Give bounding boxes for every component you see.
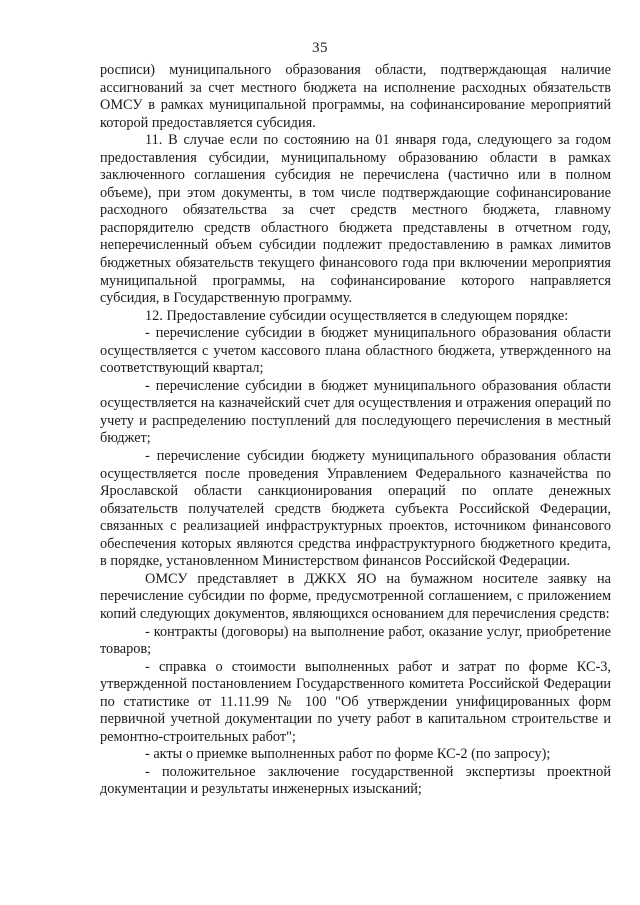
- paragraph-11: 11. В случае если по состоянию на 01 января года, следующего за годом предоставления субсидии, муниципальному образованию области в рамках заключенного соглашения субсидия не перечислена (частично или в полном объеме), при этом документы, в том числе подтверждающие софинансирование расходного обязательства за счет средств местного бюджета, главному распорядителю средств областного бюджета представлены в отчетном году, неперечисленный объем субсидии подлежит предоставлению в рамках лимитов бюджетных обязательств текущего финансового года при включении мероприятия муниципальной программы, на софинансирование которого направляется субсидия, в Государственную программу.: [100, 132, 611, 307]
- list-item-treasury-account: - перечисление субсидии в бюджет муниципального образования области осуществляется на казначейский счет для осуществления и отражения операций по учету и распределению поступлений для последующего перечисления в местный бюджет;: [100, 377, 611, 447]
- list-item-expertise: - положительное заключение государственной экспертизы проектной документации и результаты инженерных изысканий;: [100, 763, 611, 798]
- list-item-ks3: - справка о стоимости выполненных работ и затрат по форме КС-3, утвержденной постановлением Государственного комитета Российской Федерации по статистике от 11.11.99 № 100 "Об утверждении унифицированных форм первичной учетной документации по учету работ в капитальном строительстве и ремонтно-строительных работ";: [100, 658, 611, 745]
- paragraph-omsu-request: ОМСУ представляет в ДЖКХ ЯО на бумажном носителе заявку на перечисление субсидии по форме, предусмотренной соглашением, с приложением копий следующих документов, являющихся основанием для перечисления средств:: [100, 570, 611, 622]
- document-body: [100, 62, 611, 799]
- list-item-contracts: - контракты (договоры) на выполнение работ, оказание услуг, приобретение товаров;: [100, 623, 611, 658]
- paragraph-continuation: росписи) муниципального образования области, подтверждающая наличие ассигнований за счет местного бюджета на исполнение расходных обязательств ОМСУ в рамках муниципальной программы, на софинансирование мероприятий которой предоставляется субсидия.: [100, 62, 611, 131]
- list-item-treasury-sanction: - перечисление субсидии бюджету муниципального образования области осуществляется после проведения Управлением Федерального казначейства по Ярославской области санкционирования операций по оплате денежных обязательств получателей средств бюджета субъекта Российской Федерации, связанных с реализацией инфраструктурных проектов, источником финансового обеспечения которых являются средства инфраструктурного бюджетного кредита, в порядке, установленном Министерством финансов Российской Федерации.: [100, 448, 611, 570]
- page-number: 35: [312, 40, 328, 56]
- paragraph-12: 12. Предоставление субсидии осуществляется в следующем порядке:: [145, 307, 569, 324]
- list-item-ks2: - акты о приемке выполненных работ по форме КС-2 (по запросу);: [145, 746, 551, 763]
- list-item-cash-plan: - перечисление субсидии в бюджет муниципального образования области осуществляется с учетом кассового плана областного бюджета, утвержденного на соответствующий квартал;: [100, 325, 611, 377]
